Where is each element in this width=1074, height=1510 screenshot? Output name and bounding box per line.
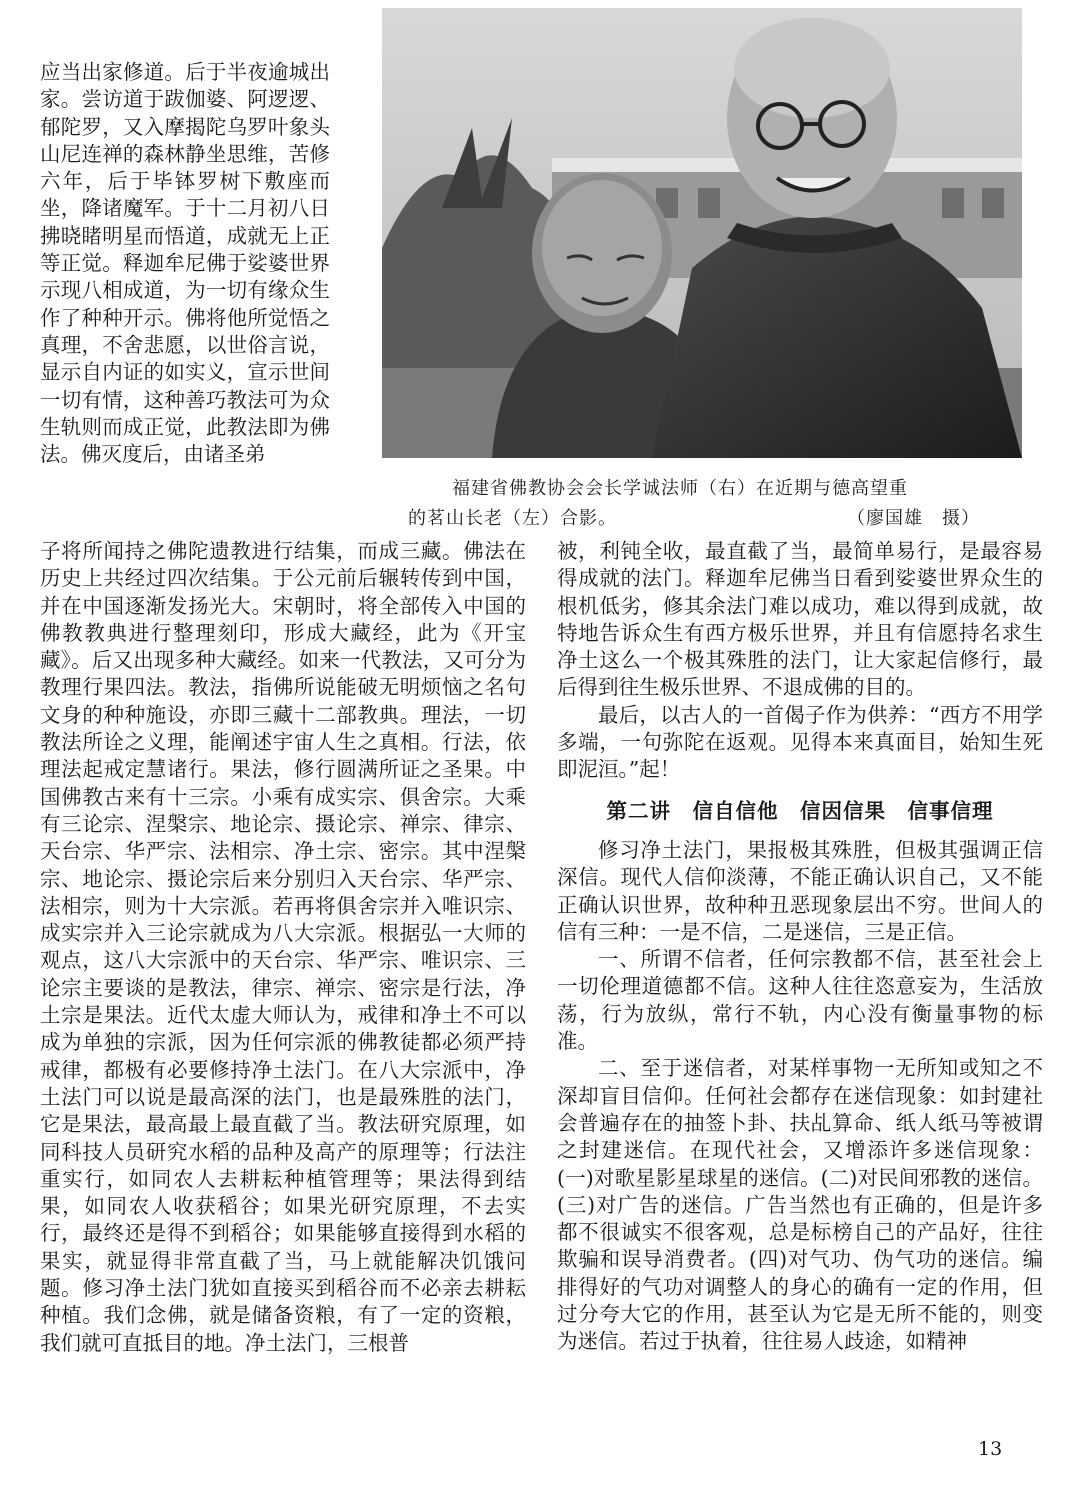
page-number: 13	[978, 1438, 1003, 1460]
left-column-top	[40, 59, 330, 468]
body-paragraph: 子将所闻持之佛陀遗教进行结集，而成三藏。佛法在历史上共经过四次结集。于公元前后辗转传到中国，并在中国逐渐发扬光大。宋朝时，将全部传入中国的佛教教典进行整理刻印，形成大藏经，此为《开宝藏》。后又出现多种大藏经。如来一代教法，又可分为教理行果四法。教法，指佛所说能破无明烦恼之名句文身的种种施设，亦即三藏十二部教典。理法，一切教法所诠之义理，能阐述宇宙人生之真相。行法，依理法起戒定慧诸行。果法，修行圆满所证之圣果。中国佛教古来有十三宗。小乘有成实宗、俱舍宗。大乘有三论宗、涅槃宗、地论宗、摄论宗、禅宗、律宗、天台宗、华严宗、法相宗、净土宗、密宗。其中涅槃宗、地论宗、摄论宗后来分别归入天台宗、华严宗、法相宗，则为十大宗派。若再将俱舍宗并入唯识宗、成实宗并入三论宗就成为八大宗派。根据弘一大师的观点，这八大宗派中的天台宗、华严宗、唯识宗、三论宗主要谈的是教法，律宗、禅宗、密宗是行法，净土宗是果法。近代太虚大师认为，戒律和净土不可以成为单独的宗派，因为任何宗派的佛教徒都必须严持戒律，都极有必要修持净土法门。在八大宗派中，净土法门可以说是最高深的法门，也是最殊胜的法门，它是果法，最高最上最直截了当。教法研究原理，如同科技人员研究水稻的品种及高产的原理等；行法注重实行，如同农人去耕耘种植管理等；果法得到结果，如同农人收获稻谷；如果光研究原理，不去实行，最终还是得不到稻谷；如果能够直接得到水稻的果实，就显得非常直截了当，马上就能解决饥饿问题。修习净土法门犹如直接买到稻谷而不必亲去耕耘种植。我们念佛，就是储备资粮，有了一定的资粮，我们就可直抵目的地。净土法门，三根普	[40, 539, 526, 1355]
right-column	[557, 538, 1043, 1356]
section-heading: 第二讲 信自信他 信因信果 信事信理	[606, 798, 994, 823]
photo-caption	[400, 474, 1010, 534]
body-paragraph: 最后，以古人的一首偈子作为供养：“西方不用学多端，一句弥陀在返观。见得本来真面目，始知生死即泥洹。”起！	[557, 702, 1043, 782]
body-paragraph: 二、至于迷信者，对某样事物一无所知或知之不深却盲目信仰。任何社会都存在迷信现象：如封建社会普遍存在的抽签卜卦、扶乩算命、纸人纸马等被谓之封建迷信。在现代社会，又增添许多迷信现象：(一)对歌星影星球星的迷信。(二)对民间邪教的迷信。(三)对广告的迷信。广告当然也有正确的，但是许多都不很诚实不很客观，总是标榜自己的产品好，往往欺骗和误导消费者。(四)对气功、伪气功的迷信。编排得好的气功对调整人的身心的确有一定的作用，但过分夸大它的作用，甚至认为它是无所不能的，则变为迷信。若过于执着，往往易人歧途，如精神	[557, 1056, 1043, 1354]
body-paragraph: 应当出家修道。后于半夜逾城出家。尝访道于跋伽婆、阿逻逻、郁陀罗，又入摩揭陀乌罗叶象头山尼连禅的森林静坐思维，苦修六年，后于毕钵罗树下敷座而坐，降诸魔军。于十二月初八日拂晓睹明星而悟道，成就无上正等正觉。释迦牟尼佛于娑婆世界示现八相成道，为一切有缘众生作了种种开示。佛将他所觉悟之真理，不舍悲愿，以世俗言说，显示自内证的如实义，宣示世间一切有情，这种善巧教法可为众生轨则而成正觉，此教法即为佛法。佛灭度后，由诸圣弟	[40, 60, 330, 467]
caption-line-2: 的茗山长老（左）合影。	[408, 508, 617, 529]
photo-credit: （廖国雄 摄）	[847, 508, 980, 529]
left-column-bottom	[40, 538, 526, 1357]
caption-line-1: 福建省佛教协会会长学诚法师（右）在近期与德高望重	[452, 478, 908, 499]
body-paragraph: 修习净土法门，果报极其殊胜，但极其强调正信深信。现代人信仰淡薄，不能正确认识自己，又不能正确认识世界，故种种丑恶现象层出不穷。世间人的信有三种：一是不信，二是迷信，三是正信。	[557, 837, 1043, 944]
body-paragraph: 被，利钝全收，最直截了当，最简单易行，是最容易得成就的法门。释迦牟尼佛当日看到娑婆世界众生的根机低劣，修其余法门难以成功，难以得到成就，故特地告诉众生有西方极乐世界，并且有信愿持名求生净土这么一个极其殊胜的法门，让大家起信修行，最后得到往生极乐世界、不退成佛的目的。	[557, 539, 1043, 700]
body-paragraph: 一、所谓不信者，任何宗教都不信，甚至社会上一切伦理道德都不信。这种人往往恣意妄为，生活放荡，行为放纵，常行不轨，内心没有衡量事物的标准。	[557, 947, 1043, 1054]
monks-photo	[382, 8, 1022, 458]
photo-image	[382, 8, 1022, 458]
caption-line-2-wrap	[400, 504, 1010, 534]
